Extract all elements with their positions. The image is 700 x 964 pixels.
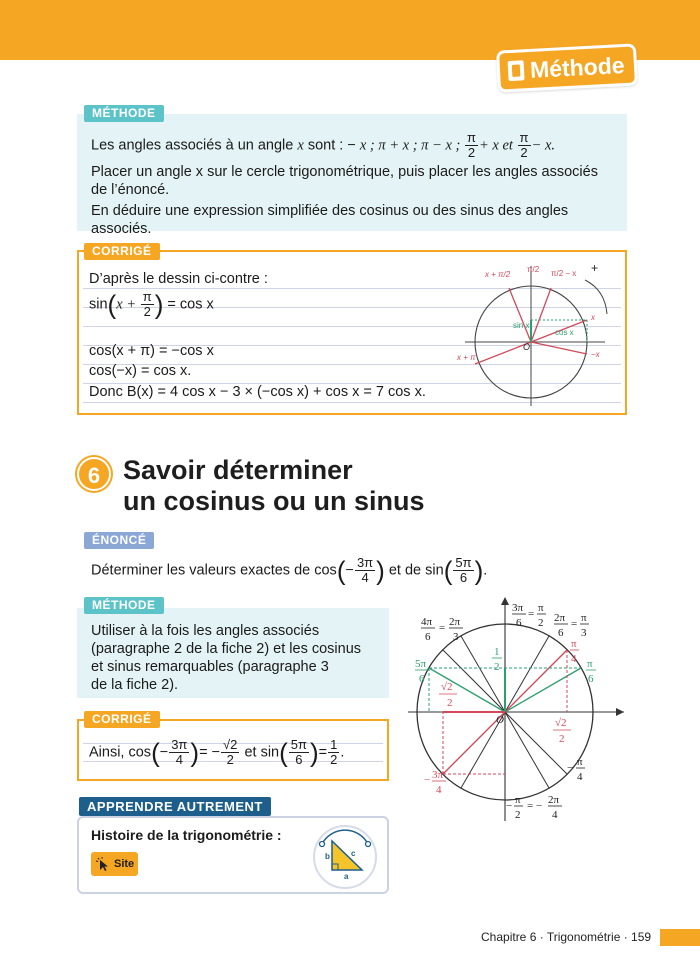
c2-sin-den: 6 [295,752,303,767]
c2-eq2: = [318,744,328,761]
enonce-cos-num: 3π [356,555,374,570]
corrige1-label: CORRIGÉ [84,243,160,260]
c1-frac [141,290,154,319]
lbl-5pi6: 5π [415,658,427,670]
methode2-label: MÉTHODE [84,597,164,614]
lbl-sqrt2: √2 [555,717,567,729]
lbl-2pi6: 2π [554,612,566,624]
lbl-pi2-x: π/2 − x [551,269,577,278]
lbl-half-den: 2 [494,661,500,673]
lbl-pi4: π [571,638,577,650]
lbl-eq: = [571,618,578,630]
m1-l1-list: x ; π + x ; π − x ; [359,137,464,154]
site-label: Site [114,858,135,870]
lbl-2pi4: 2π [548,794,560,806]
c1-sin-result: = cos x [167,296,214,313]
apprendre-title: Histoire de la trigonométrie : [91,827,282,843]
lbl-eq-minus: = − [527,800,543,812]
c2-half-frac [328,738,339,767]
unit-circle-diagram-1 [455,258,615,408]
m1-l1-start: Les angles associés à un angle [91,137,298,154]
enonce-sin-num: 5π [455,555,472,570]
site-button[interactable] [91,852,138,876]
lbl-x-pi2: x + π/2 [485,270,511,279]
lbl-x: x [591,313,595,322]
c2-half-num: 1 [330,737,338,752]
plus-sign: + [591,261,599,275]
enonce-text: Déterminer les valeurs exactes de cos(− $\frac{3\pi}{4}$ ) et de sin( $\frac{5\pi}{6}$ ). [91,555,488,586]
c2-half-den: 2 [330,752,338,767]
lbl-3: 3 [453,631,459,643]
section-title-line1: Savoir déterminer [123,455,353,485]
lbl-4: 4 [552,809,558,821]
c2-mid: et sin [244,744,280,761]
lbl-origin: O [523,342,531,352]
lbl-half-num: 1 [494,646,500,658]
m1-frac2-den: 2 [520,145,528,160]
trigo-triangle-icon [312,824,378,890]
lbl-2pi3: 2π [449,616,461,628]
lbl-3pi6: 3π [512,602,524,614]
corrige1-line5: Donc B(x) = 4 cos x − 3 × (−cos x) + cos x = 7 cos x. [89,384,426,400]
lbl-origin: O [496,714,504,726]
lbl-cosx: cos x [555,328,574,337]
methode2-line1: Utiliser à la fois les angles associés [91,623,320,639]
lbl-c: c [351,849,356,858]
lbl-4: 4 [577,771,583,783]
c2-r2-den: 2 [226,752,234,767]
lbl-3: 3 [581,627,587,639]
lbl-minus: − [567,762,574,774]
section-title [123,455,425,517]
enonce-mid: et de sin [388,562,444,579]
corrige2-text: Ainsi, cos(− $\frac{3\pi}{4}$ )= − $\frac{√2}{2}$ et sin( $\frac{5\pi}{6}$ )= $\frac{1}{2}$ . [89,737,345,768]
lbl-minus: − [424,774,431,786]
lbl-pi2: π [538,602,544,614]
corrige1-line2: sin(x + $\frac{\pi}{2}$ ) = cos x [89,289,214,320]
enonce-cos-den: 4 [361,570,369,585]
c2-r2-num: √2 [223,737,238,752]
lbl-x-pi: x + π [457,353,476,362]
lbl-b: b [325,852,330,861]
enonce-start: Déterminer les valeurs exactes de cos [91,562,337,579]
c2-sin-num: 5π [290,737,307,752]
cursor-click-icon [96,857,110,871]
apprendre-label: APPRENDRE AUTREMENT [79,797,271,816]
lbl-4pi6: 4π [421,616,433,628]
lbl-4: 4 [436,784,442,796]
lbl-6: 6 [425,631,431,643]
corrige1-line1: D’après le dessin ci-contre : [89,271,268,287]
c2-cos-frac [169,738,189,767]
methode-tab [496,43,638,92]
c1-sin-arg: x + [116,296,140,313]
footer-text: Chapitre 6 · Trigonométrie · 159 [481,930,652,944]
c1-frac-den: 2 [143,304,151,319]
c2-start: Ainsi, cos [89,744,152,761]
notepad-icon [508,60,525,81]
methode1-line1 [91,131,555,160]
methode1-line2: Placer un angle x sur le cercle trigonométrique, puis placer les angles associés de l’énoncé. [91,164,598,198]
lbl-minus-x: −x [591,350,600,359]
lbl-2: 2 [515,809,521,821]
c2-cos-den: 4 [175,752,183,767]
m1-l1-x: x [297,137,304,154]
lbl-minus: − [506,800,513,812]
lbl-pi6: π [587,658,593,670]
m1-minus-x: − x. [531,137,556,154]
lbl-a: a [344,872,349,881]
y-arrow [501,597,509,605]
tab-label: Méthode [529,51,626,83]
c2-r2-frac [221,738,239,767]
ray-x-pi2 [509,288,531,342]
lbl-2: 2 [559,733,565,745]
c2-end: . [340,744,345,761]
unit-circle-diagram-2 [408,595,630,835]
m1-frac1 [465,131,478,160]
rotation-arc [585,280,607,314]
corrige1-line3: cos(x + π) = −cos x [89,343,214,359]
lbl-6: 6 [558,627,564,639]
section-title-line2: un cosinus ou un sinus [123,486,425,516]
x-arrow [616,708,624,716]
m1-l1-mid: sont : − [303,137,360,154]
lbl-sqrt2: √2 [441,681,453,693]
methode2-line2: (paragraphe 2 de la fiche 2) et les cosinus [91,641,362,657]
lbl-4: 4 [571,653,577,665]
m1-plus-x: + x et [478,137,517,154]
lbl-pi3: π [581,612,587,624]
lbl-6: 6 [419,673,425,685]
footer-bar [660,929,700,946]
c1-sin: sin [89,296,108,313]
section-number: 6 [77,457,111,491]
lbl-sinx: sin x [513,321,530,330]
enonce-sin-frac [453,556,473,585]
lbl-2: 2 [538,617,544,629]
lbl-eq: = [528,608,535,620]
corrige1-line4: cos(−x) = cos x. [89,363,192,379]
m1-frac2 [518,131,531,160]
ray-minus-x [531,342,587,354]
m1-frac1-num: π [467,130,476,145]
c2-cos-num: 3π [171,737,188,752]
enonce-sin-den: 6 [459,570,468,585]
methode2-line3: et sinus remarquables (paragraphe 3 [91,659,329,675]
m1-frac2-num: π [519,130,529,145]
lbl-2: 2 [447,697,453,709]
lbl-pi4: π [577,756,583,768]
m1-frac1-den: 2 [467,145,476,160]
enonce-end: . [483,562,488,579]
lbl-3pi4: 3π [432,769,444,781]
c2-sin-frac [289,738,309,767]
lbl-6: 6 [588,673,594,685]
methode1-line3: En déduire une expression simplifiée des cosinus ou des sinus des angles associés. [91,203,569,237]
enonce-label: ÉNONCÉ [84,532,154,549]
methode2-line4: de la fiche 2). [91,677,179,693]
lbl-pi2: π [515,794,521,806]
lbl-6: 6 [516,617,522,629]
c2-eq1: = − [199,744,221,761]
methode1-label: MÉTHODE [84,105,164,122]
corrige2-label: CORRIGÉ [84,711,160,728]
lbl-eq: = [439,622,446,634]
ray-pi2-x [531,288,551,342]
lbl-pi2: π/2 [527,265,540,274]
enonce-cos-frac [355,556,375,585]
c1-frac-num: π [142,289,152,304]
